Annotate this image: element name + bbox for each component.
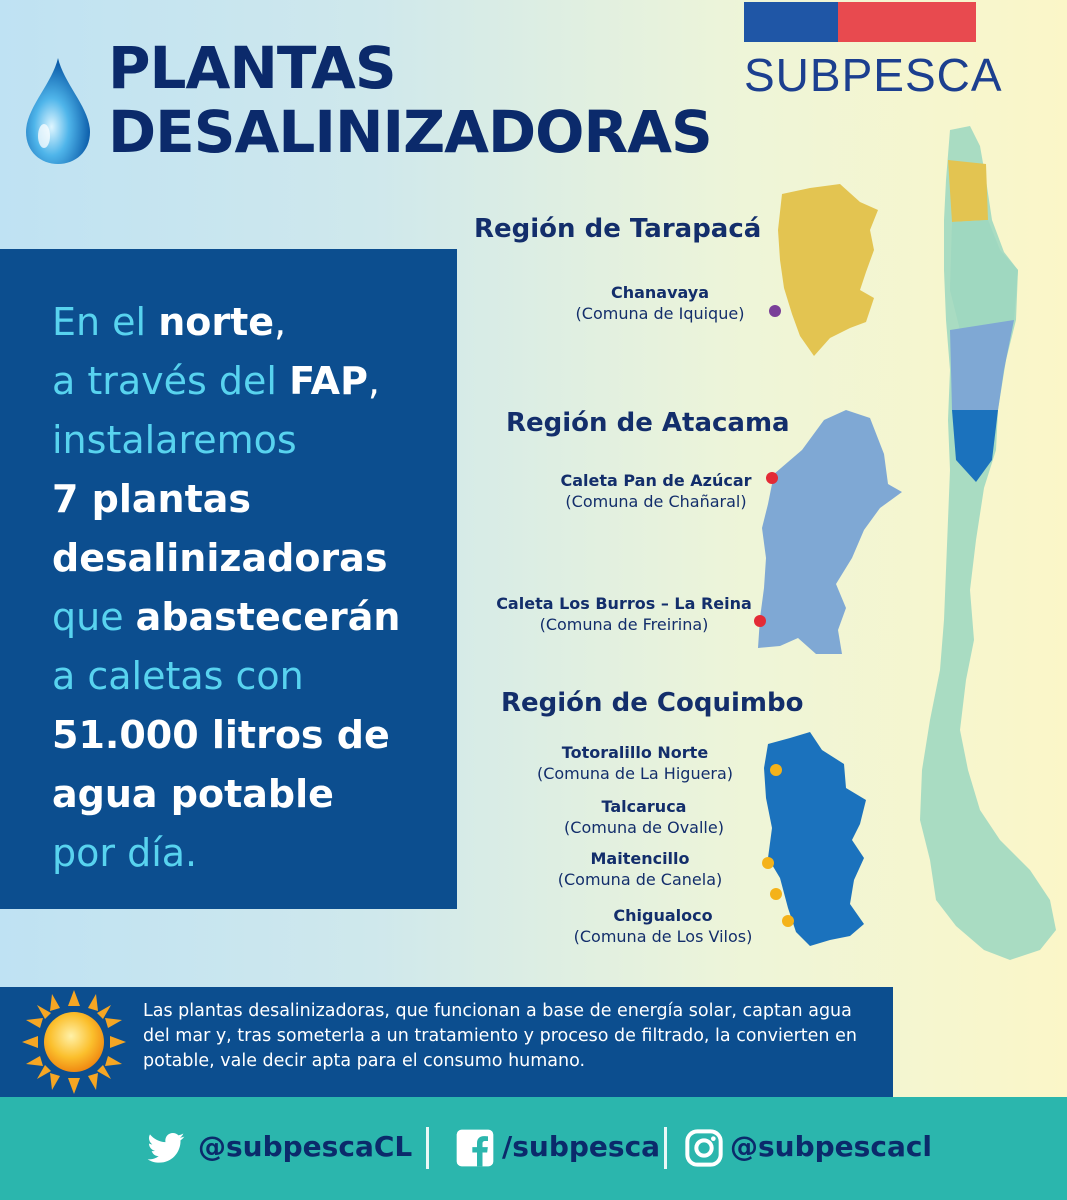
- coquimbo-map: [760, 728, 872, 948]
- place-talcaruca: Talcaruca (Comuna de Ovalle): [564, 797, 724, 837]
- page-title: [108, 36, 728, 164]
- twitter-handle[interactable]: @subpescaCL: [198, 1130, 413, 1163]
- marker-totoralillo-norte: [770, 764, 782, 776]
- panel-line-8: 51.000 litros de: [52, 713, 390, 757]
- panel-line-2: a través del FAP,: [52, 359, 381, 403]
- logo-flag-red: [838, 2, 976, 42]
- panel-line-7: a caletas con: [52, 654, 304, 698]
- region-title-tarapaca: Región de Tarapacá: [474, 214, 762, 244]
- instagram-icon[interactable]: [684, 1128, 724, 1168]
- sun-icon: [18, 986, 130, 1098]
- place-chanavaya: Chanavaya (Comuna de Iquique): [575, 283, 745, 323]
- atacama-map: [752, 408, 904, 663]
- twitter-icon[interactable]: [146, 1128, 186, 1168]
- panel-line-5: desalinizadoras: [52, 536, 388, 580]
- info-panel: [0, 249, 457, 909]
- panel-line-4: 7 plantas: [52, 477, 252, 521]
- panel-line-3: instalaremos: [52, 418, 297, 462]
- place-pan-de-azucar: Caleta Pan de Azúcar (Comuna de Chañaral): [560, 471, 752, 511]
- subpesca-logo: SUBPESCA: [744, 49, 1003, 101]
- instagram-handle[interactable]: @subpescacl: [730, 1130, 933, 1163]
- place-chigualoco: Chigualoco (Comuna de Los Vilos): [573, 906, 753, 946]
- panel-line-10: por día.: [52, 831, 198, 875]
- place-los-burros: Caleta Los Burros – La Reina (Comuna de Freirina): [496, 594, 752, 634]
- facebook-handle[interactable]: /subpesca: [502, 1130, 661, 1163]
- logo-flag-blue: [744, 2, 838, 42]
- title-line-2: DESALINIZADORAS: [108, 98, 712, 166]
- marker-between-maitencillo-chigualoco: [770, 888, 782, 900]
- water-drop-icon: [22, 56, 94, 168]
- panel-line-6: que abastecerán: [52, 595, 401, 639]
- marker-pan-de-azucar: [766, 472, 778, 484]
- title-line-1: PLANTAS: [108, 34, 396, 102]
- footer-divider-2: [664, 1127, 667, 1169]
- marker-los-burros: [754, 615, 766, 627]
- marker-chanavaya: [769, 305, 781, 317]
- marker-chigualoco: [782, 915, 794, 927]
- place-totoralillo-norte: Totoralillo Norte (Comuna de La Higuera): [536, 743, 734, 783]
- facebook-icon[interactable]: [455, 1128, 495, 1168]
- tarapaca-map: [770, 180, 885, 360]
- place-maitencillo: Maitencillo (Comuna de Canela): [557, 849, 723, 889]
- marker-maitencillo: [762, 857, 774, 869]
- chile-map: [900, 120, 1067, 990]
- solar-info-text: Las plantas desalinizadoras, que funcionan a base de energía solar, captan agua del mar y, tras someterla a un tratamiento y proceso de filtrado, la convierten en potable, vale decir apta para el consumo humano.: [143, 1001, 857, 1071]
- footer-divider-1: [426, 1127, 429, 1169]
- panel-line-9: agua potable: [52, 772, 334, 816]
- region-title-coquimbo: Región de Coquimbo: [501, 688, 804, 718]
- region-title-atacama: Región de Atacama: [506, 408, 790, 438]
- panel-line-1: En el norte,: [52, 300, 287, 344]
